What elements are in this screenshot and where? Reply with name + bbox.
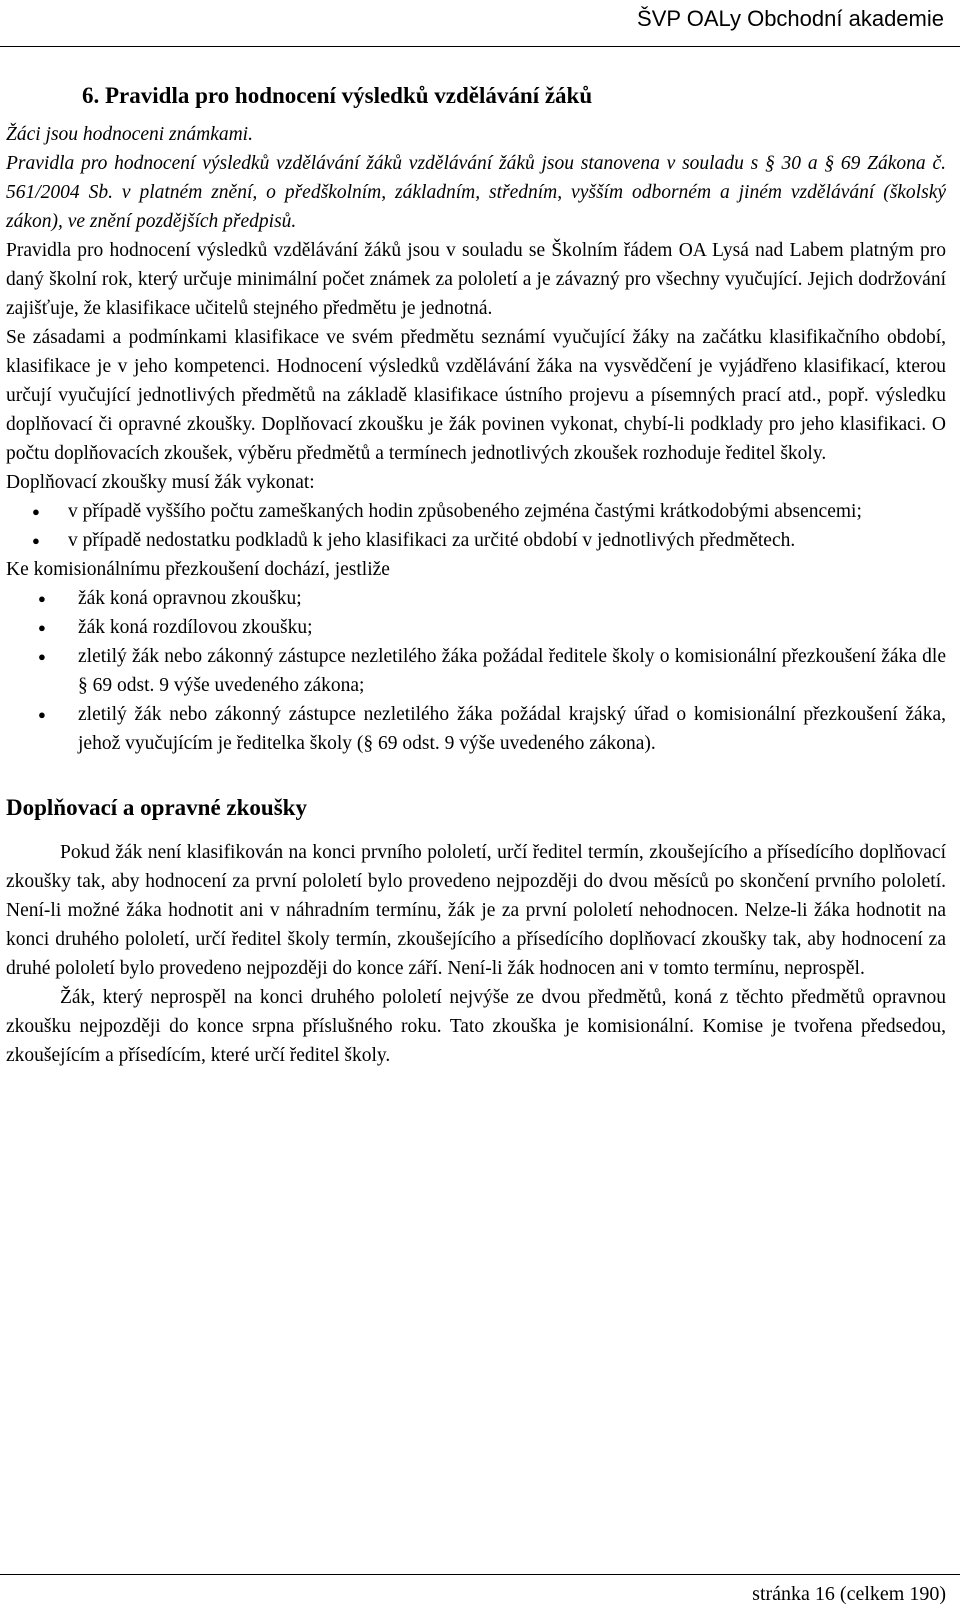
- document-body: [6, 80, 946, 1070]
- subsection-title: Doplňovací a opravné zkoušky: [6, 795, 307, 820]
- section-title: 6. Pravidla pro hodnocení výsledků vzdělávání žáků: [82, 83, 593, 108]
- page-header: [0, 0, 960, 47]
- paragraph-corrective: Žák, který neprospěl na konci druhého pololetí nejvýše ze dvou předmětů, koná z těchto předmětů opravnou zkoušku nejpozději do konce srpna příslušného roku. Tato zkouška je komisionální. Komise je tvořena předsedou, zkoušejícím a přísedícím, které určí ředitel školy.: [6, 987, 946, 1066]
- page-footer: [0, 1574, 960, 1605]
- paragraph-intro: Žáci jsou hodnoceni známkami.: [6, 124, 253, 145]
- header-title: ŠVP OALy Obchodní akademie: [637, 6, 944, 31]
- paragraph-supplementary: Pokud žák není klasifikován na konci prvního pololetí, určí ředitel termín, zkoušejícího a přísedícího doplňovací zkoušky tak, aby hodnocení za první pololetí bylo provedeno nejpozději do dvou měsíců po skončení prvního pololetí. Není-li možné žáka hodnotit ani v náhradním termínu, žák je za první pololetí nehodnocen. Nelze-li žáka hodnotit na konci druhého pololetí, určí ředitel školy termín, zkoušejícího a přísedícího doplňovací zkoušky tak, aby hodnocení za druhé pololetí bylo provedeno nejpozději do konce září. Není-li žák hodnocen ani v tomto termínu, neprospěl.: [6, 842, 946, 979]
- list1-intro: Doplňovací zkoušky musí žák vykonat:: [6, 472, 315, 493]
- supplementary-exam-list: [6, 497, 946, 555]
- list-item: ● v případě vyššího počtu zameškaných hodin způsobeného zejména častými krátkodobými absencemi;: [6, 497, 946, 526]
- list2-intro: Ke komisionálnímu přezkoušení dochází, jestliže: [6, 559, 390, 580]
- paragraph-classification: Se zásadami a podmínkami klasifikace ve svém předmětu seznámí vyučující žáky na začátku klasifikačního období, klasifikace je v jeho kompetenci. Hodnocení výsledků vzdělávání žáka na vysvědčení je vyjádřeno klasifikací, kterou určují vyučující jednotlivých předmětů na základě klasifikace ústního projevu a písemných prací atd., popř. výsledku doplňovací či opravné zkoušky. Doplňovací zkoušku je žák povinen vykonat, chybí-li podklady pro jeho klasifikaci. O počtu doplňovacích zkoušek, výběru předmětů a termínech jednotlivých zkoušek rozhoduje ředitel školy.: [6, 327, 946, 464]
- list-item: ● zletilý žák nebo zákonný zástupce nezletilého žáka požádal ředitele školy o komisionální přezkoušení žáka dle § 69 odst. 9 výše uvedeného zákona;: [6, 642, 946, 700]
- paragraph-rules: Pravidla pro hodnocení výsledků vzdělávání žáků jsou v souladu se Školním řádem OA Lysá nad Labem platným pro daný školní rok, který určuje minimální počet známek za pololetí a je závazný pro všechny vyučující. Jejich dodržování zajišťuje, že klasifikace učitelů stejného předmětu je jednotná.: [6, 240, 946, 319]
- list-item: ● žák koná opravnou zkoušku;: [6, 584, 946, 613]
- list-item: ● zletilý žák nebo zákonný zástupce nezletilého žáka požádal krajský úřad o komisionální přezkoušení žáka, jehož vyučujícím je ředitelka školy (§ 69 odst. 9 výše uvedeného zákona).: [6, 700, 946, 758]
- list-item: ● v případě nedostatku podkladů k jeho klasifikaci za určité období v jednotlivých předmětech.: [6, 526, 946, 555]
- page-number: stránka 16 (celkem 190): [752, 1583, 946, 1605]
- commission-exam-list: [6, 584, 946, 758]
- list-item: ● žák koná rozdílovou zkoušku;: [6, 613, 946, 642]
- paragraph-legal: Pravidla pro hodnocení výsledků vzdělávání žáků vzdělávání žáků jsou stanovena v souladu s § 30 a § 69 Zákona č. 561/2004 Sb. v platném znění, o předškolním, základním, středním, vyšším odborném a jiném vzdělávání (školský zákon), ve znění pozdějších předpisů.: [6, 153, 946, 232]
